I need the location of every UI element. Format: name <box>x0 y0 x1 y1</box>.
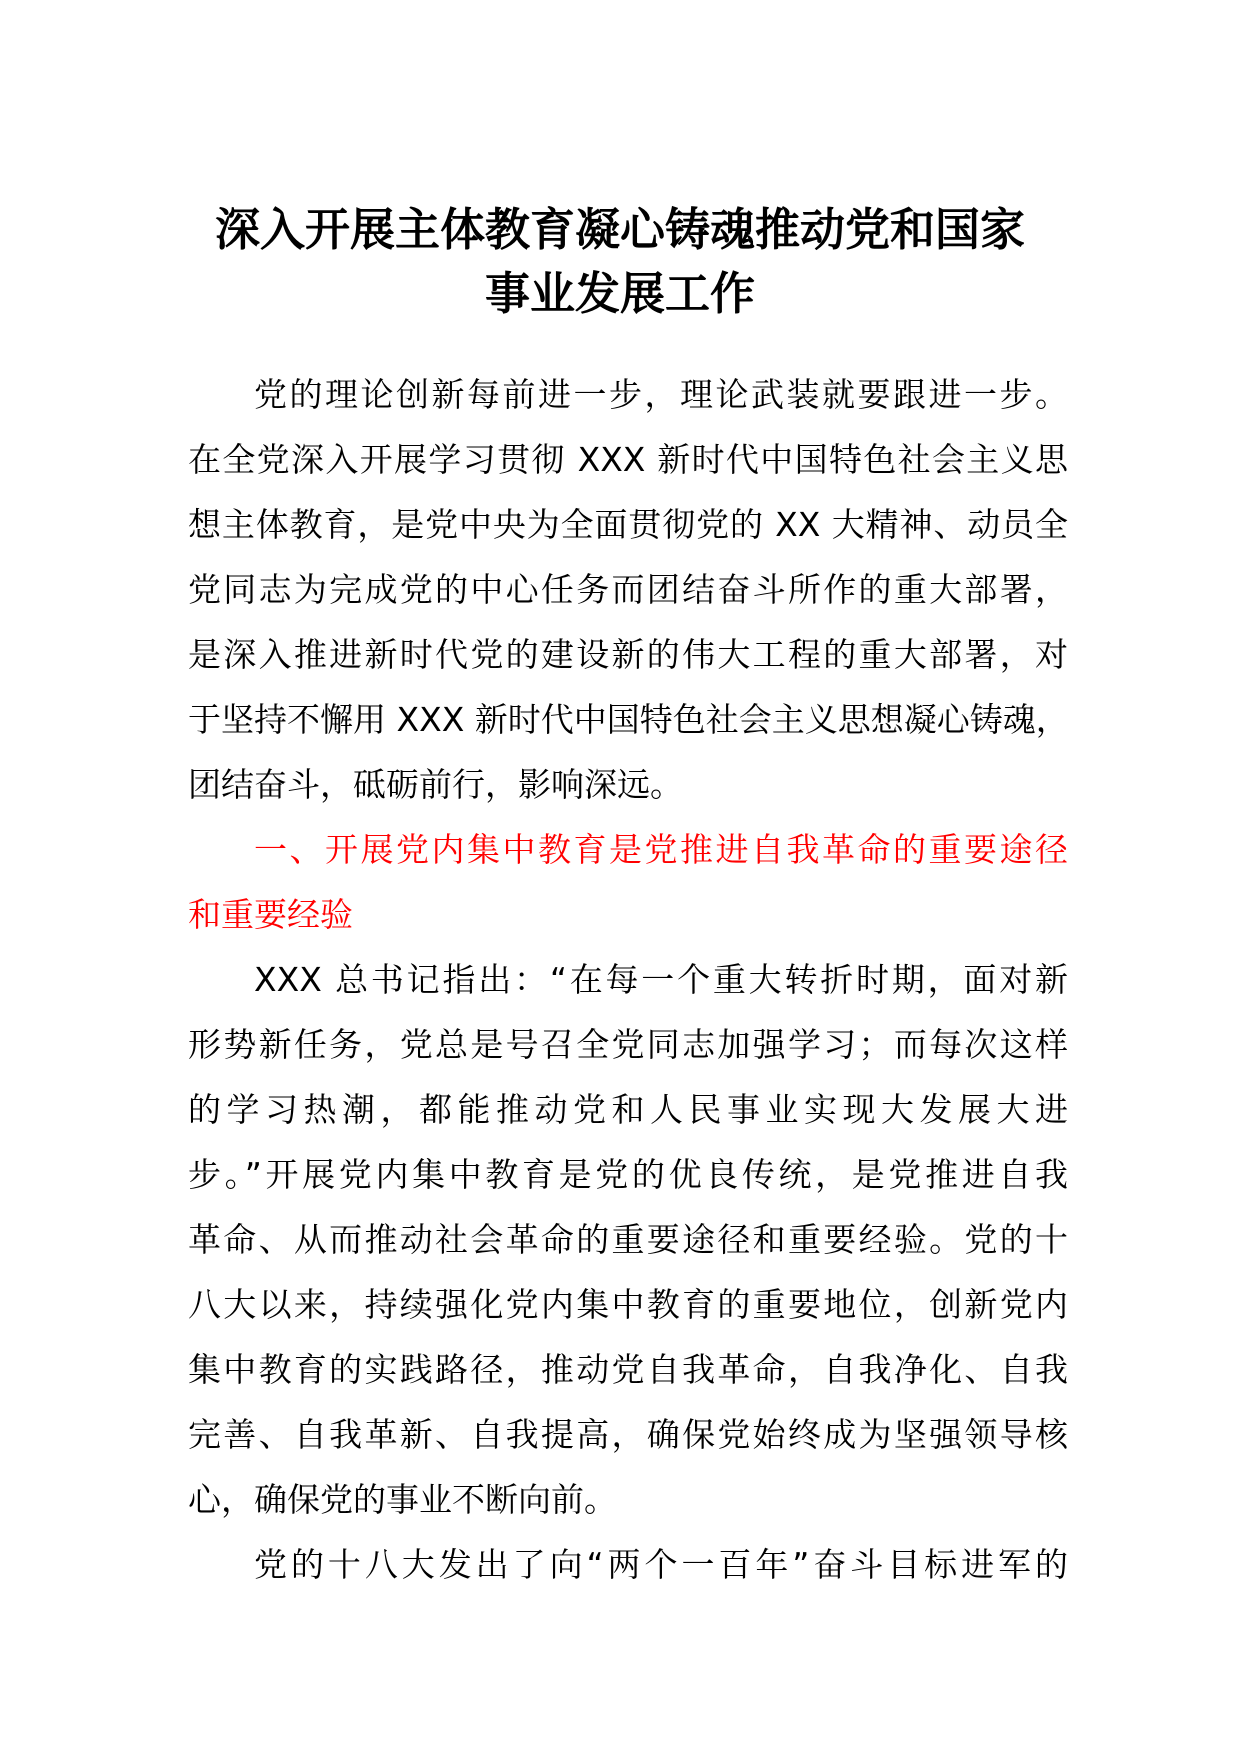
paragraph-line: 想主体教育，是党中央为全面贯彻党的 XX 大精神、动员全 <box>188 505 1068 544</box>
paragraph-line: 心，确保党的事业不断向前。 <box>188 1480 617 1519</box>
document-body <box>188 362 1068 1597</box>
paragraph-quote <box>188 947 1068 1532</box>
paragraph-line: 形势新任务，党总是号召全党同志加强学习；而每次这样 <box>188 1025 1068 1064</box>
paragraph-line: 革命、从而推动社会革命的重要途径和重要经验。党的十 <box>188 1220 1068 1259</box>
paragraph-line: 在全党深入开展学习贯彻 XXX 新时代中国特色社会主义思 <box>188 440 1068 479</box>
heading-line: 和重要经验 <box>188 895 353 934</box>
document-title-line-1: 深入开展主体教育凝心铸魂推动党和国家 <box>214 203 1025 256</box>
paragraph-line: 集中教育的实践路径，推动党自我革命，自我净化、自我 <box>188 1350 1068 1389</box>
paragraph-line: 党的十八大发出了向“两个一百年”奋斗目标进军的 <box>254 1545 1068 1584</box>
paragraph-intro <box>188 362 1068 817</box>
paragraph-line: XXX 总书记指出：“在每一个重大转折时期，面对新 <box>254 960 1068 999</box>
paragraph-line: 党同志为完成党的中心任务而团结奋斗所作的重大部署， <box>188 570 1068 609</box>
paragraph-continued <box>188 1532 1068 1597</box>
paragraph-line: 团结奋斗，砥砺前行，影响深远。 <box>188 765 683 804</box>
document-title-line-2: 事业发展工作 <box>484 267 755 320</box>
section-heading <box>188 817 1068 947</box>
paragraph-line: 步。”开展党内集中教育是党的优良传统，是党推进自我 <box>188 1155 1068 1194</box>
paragraph-line: 党的理论创新每前进一步，理论武装就要跟进一步。 <box>254 375 1068 414</box>
heading-line: 一、开展党内集中教育是党推进自我革命的重要途径 <box>254 830 1068 869</box>
paragraph-line: 的学习热潮，都能推动党和人民事业实现大发展大进 <box>188 1090 1068 1129</box>
paragraph-line: 是深入推进新时代党的建设新的伟大工程的重大部署，对 <box>188 635 1068 674</box>
paragraph-line: 八大以来，持续强化党内集中教育的重要地位，创新党内 <box>188 1285 1068 1324</box>
paragraph-line: 于坚持不懈用 XXX 新时代中国特色社会主义思想凝心铸魂， <box>188 700 1069 739</box>
paragraph-line: 完善、自我革新、自我提高，确保党始终成为坚强领导核 <box>188 1415 1068 1454</box>
